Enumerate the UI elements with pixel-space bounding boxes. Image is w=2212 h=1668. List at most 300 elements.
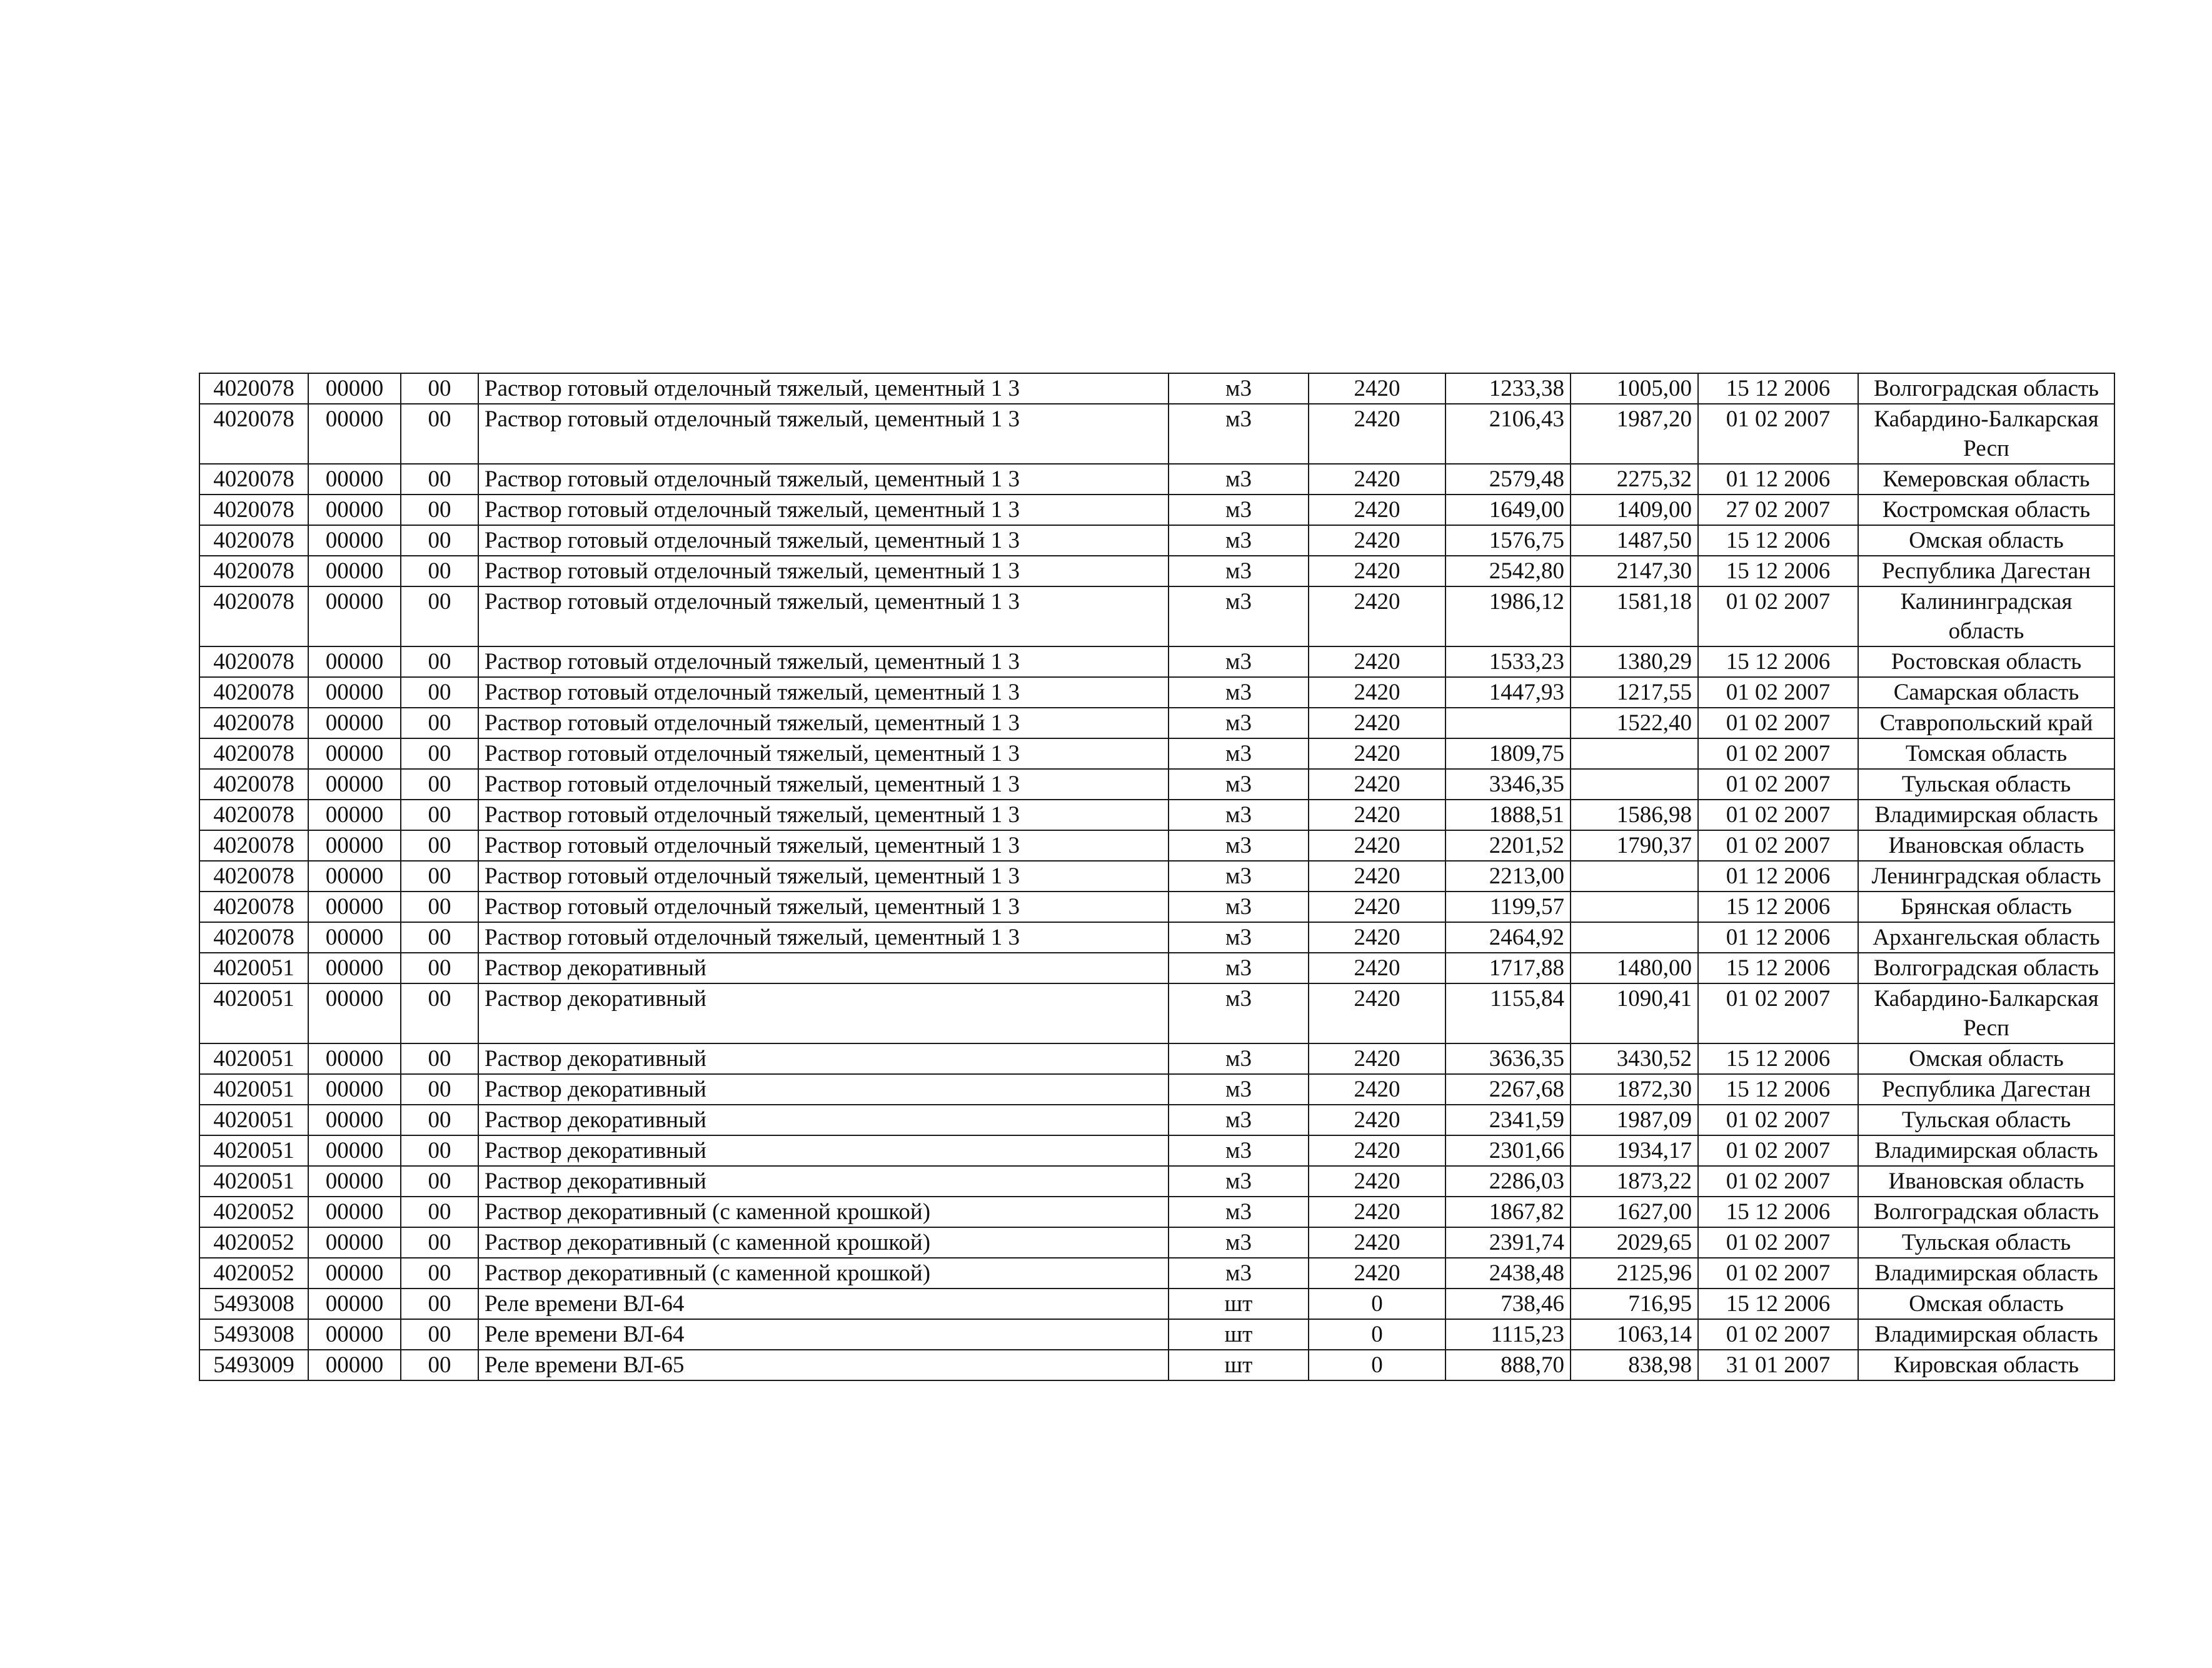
suffix-cell: 00 bbox=[401, 646, 478, 677]
table-row bbox=[199, 677, 2114, 708]
date-cell: 01 02 2007 bbox=[1698, 586, 1858, 646]
okei-code-cell: 0 bbox=[1309, 1289, 1445, 1319]
okei-code-cell: 2420 bbox=[1309, 769, 1445, 800]
material-name-cell: Раствор готовый отделочный тяжелый, цементный 1 3 bbox=[478, 556, 1169, 586]
subcode-cell: 00000 bbox=[308, 769, 401, 800]
price-cell: 2201,52 bbox=[1445, 830, 1571, 861]
subcode-cell: 00000 bbox=[308, 861, 401, 892]
item-code-cell: 4020078 bbox=[199, 800, 308, 830]
price-no-vat-cell: 1586,98 bbox=[1571, 800, 1698, 830]
date-cell: 01 02 2007 bbox=[1698, 830, 1858, 861]
table-row bbox=[199, 373, 2114, 404]
date-cell: 01 12 2006 bbox=[1698, 922, 1858, 953]
region-cell: Архангельская область bbox=[1858, 922, 2114, 953]
price-no-vat-cell: 1522,40 bbox=[1571, 708, 1698, 738]
material-name-cell: Раствор декоративный bbox=[478, 953, 1169, 983]
item-code-cell: 4020078 bbox=[199, 646, 308, 677]
price-cell: 1888,51 bbox=[1445, 800, 1571, 830]
price-no-vat-cell: 1987,20 bbox=[1571, 404, 1698, 464]
table-row bbox=[199, 556, 2114, 586]
price-no-vat-cell: 1380,29 bbox=[1571, 646, 1698, 677]
region-cell: Калининградская область bbox=[1858, 586, 2114, 646]
material-name-cell: Раствор готовый отделочный тяжелый, цементный 1 3 bbox=[478, 800, 1169, 830]
table-row bbox=[199, 800, 2114, 830]
price-no-vat-cell: 1409,00 bbox=[1571, 495, 1698, 525]
price-cell: 1533,23 bbox=[1445, 646, 1571, 677]
price-no-vat-cell: 3430,52 bbox=[1571, 1043, 1698, 1074]
suffix-cell: 00 bbox=[401, 677, 478, 708]
price-no-vat-cell: 1873,22 bbox=[1571, 1166, 1698, 1197]
okei-code-cell: 0 bbox=[1309, 1319, 1445, 1350]
item-code-cell: 4020078 bbox=[199, 892, 308, 922]
price-cell: 3346,35 bbox=[1445, 769, 1571, 800]
item-code-cell: 4020078 bbox=[199, 495, 308, 525]
price-no-vat-cell: 838,98 bbox=[1571, 1350, 1698, 1380]
unit-cell: м3 bbox=[1169, 830, 1309, 861]
subcode-cell: 00000 bbox=[308, 922, 401, 953]
material-name-cell: Раствор декоративный bbox=[478, 1074, 1169, 1105]
item-code-cell: 5493008 bbox=[199, 1289, 308, 1319]
price-no-vat-cell bbox=[1571, 769, 1698, 800]
item-code-cell: 4020078 bbox=[199, 738, 308, 769]
suffix-cell: 00 bbox=[401, 1105, 478, 1135]
date-cell: 01 02 2007 bbox=[1698, 1319, 1858, 1350]
subcode-cell: 00000 bbox=[308, 1135, 401, 1166]
price-no-vat-cell: 2029,65 bbox=[1571, 1227, 1698, 1258]
unit-cell: м3 bbox=[1169, 1197, 1309, 1227]
subcode-cell: 00000 bbox=[308, 586, 401, 646]
unit-cell: м3 bbox=[1169, 464, 1309, 495]
material-name-cell: Реле времени ВЛ-64 bbox=[478, 1289, 1169, 1319]
price-cell: 3636,35 bbox=[1445, 1043, 1571, 1074]
price-no-vat-cell: 1487,50 bbox=[1571, 525, 1698, 556]
material-name-cell: Раствор готовый отделочный тяжелый, цементный 1 3 bbox=[478, 769, 1169, 800]
material-name-cell: Раствор декоративный bbox=[478, 1105, 1169, 1135]
subcode-cell: 00000 bbox=[308, 708, 401, 738]
region-cell: Республика Дагестан bbox=[1858, 1074, 2114, 1105]
region-cell: Ивановская область bbox=[1858, 830, 2114, 861]
material-name-cell: Раствор готовый отделочный тяжелый, цементный 1 3 bbox=[478, 677, 1169, 708]
item-code-cell: 4020052 bbox=[199, 1197, 308, 1227]
date-cell: 15 12 2006 bbox=[1698, 373, 1858, 404]
price-no-vat-cell: 1934,17 bbox=[1571, 1135, 1698, 1166]
material-name-cell: Раствор декоративный bbox=[478, 1135, 1169, 1166]
price-cell bbox=[1445, 708, 1571, 738]
material-name-cell: Реле времени ВЛ-64 bbox=[478, 1319, 1169, 1350]
region-cell: Тульская область bbox=[1858, 1105, 2114, 1135]
material-name-cell: Раствор готовый отделочный тяжелый, цементный 1 3 bbox=[478, 525, 1169, 556]
table-row bbox=[199, 404, 2114, 464]
price-cell: 1447,93 bbox=[1445, 677, 1571, 708]
suffix-cell: 00 bbox=[401, 373, 478, 404]
suffix-cell: 00 bbox=[401, 495, 478, 525]
table-row bbox=[199, 586, 2114, 646]
okei-code-cell: 2420 bbox=[1309, 1166, 1445, 1197]
region-cell: Брянская область bbox=[1858, 892, 2114, 922]
unit-cell: шт bbox=[1169, 1289, 1309, 1319]
item-code-cell: 5493008 bbox=[199, 1319, 308, 1350]
date-cell: 15 12 2006 bbox=[1698, 556, 1858, 586]
unit-cell: м3 bbox=[1169, 1043, 1309, 1074]
item-code-cell: 4020051 bbox=[199, 983, 308, 1043]
item-code-cell: 4020078 bbox=[199, 830, 308, 861]
price-cell: 2341,59 bbox=[1445, 1105, 1571, 1135]
unit-cell: м3 bbox=[1169, 1258, 1309, 1289]
suffix-cell: 00 bbox=[401, 983, 478, 1043]
item-code-cell: 4020078 bbox=[199, 556, 308, 586]
item-code-cell: 4020078 bbox=[199, 586, 308, 646]
suffix-cell: 00 bbox=[401, 892, 478, 922]
price-no-vat-cell: 1987,09 bbox=[1571, 1105, 1698, 1135]
price-no-vat-cell: 2275,32 bbox=[1571, 464, 1698, 495]
okei-code-cell: 2420 bbox=[1309, 677, 1445, 708]
date-cell: 01 02 2007 bbox=[1698, 769, 1858, 800]
okei-code-cell: 2420 bbox=[1309, 646, 1445, 677]
date-cell: 01 02 2007 bbox=[1698, 404, 1858, 464]
subcode-cell: 00000 bbox=[308, 1350, 401, 1380]
date-cell: 15 12 2006 bbox=[1698, 646, 1858, 677]
material-name-cell: Раствор готовый отделочный тяжелый, цементный 1 3 bbox=[478, 586, 1169, 646]
item-code-cell: 4020051 bbox=[199, 1135, 308, 1166]
suffix-cell: 00 bbox=[401, 922, 478, 953]
region-cell: Омская область bbox=[1858, 525, 2114, 556]
price-no-vat-cell: 1480,00 bbox=[1571, 953, 1698, 983]
material-name-cell: Раствор готовый отделочный тяжелый, цементный 1 3 bbox=[478, 404, 1169, 464]
table-row bbox=[199, 495, 2114, 525]
suffix-cell: 00 bbox=[401, 830, 478, 861]
material-name-cell: Раствор готовый отделочный тяжелый, цементный 1 3 bbox=[478, 646, 1169, 677]
okei-code-cell: 2420 bbox=[1309, 922, 1445, 953]
price-no-vat-cell bbox=[1571, 922, 1698, 953]
suffix-cell: 00 bbox=[401, 1227, 478, 1258]
suffix-cell: 00 bbox=[401, 1258, 478, 1289]
region-cell: Владимирская область bbox=[1858, 800, 2114, 830]
item-code-cell: 4020078 bbox=[199, 677, 308, 708]
date-cell: 15 12 2006 bbox=[1698, 892, 1858, 922]
item-code-cell: 4020078 bbox=[199, 708, 308, 738]
okei-code-cell: 2420 bbox=[1309, 983, 1445, 1043]
unit-cell: м3 bbox=[1169, 738, 1309, 769]
table-row bbox=[199, 464, 2114, 495]
okei-code-cell: 2420 bbox=[1309, 1043, 1445, 1074]
date-cell: 15 12 2006 bbox=[1698, 525, 1858, 556]
material-name-cell: Раствор декоративный bbox=[478, 983, 1169, 1043]
table-row bbox=[199, 738, 2114, 769]
subcode-cell: 00000 bbox=[308, 495, 401, 525]
date-cell: 31 01 2007 bbox=[1698, 1350, 1858, 1380]
okei-code-cell: 0 bbox=[1309, 1350, 1445, 1380]
date-cell: 15 12 2006 bbox=[1698, 1289, 1858, 1319]
price-cell: 2106,43 bbox=[1445, 404, 1571, 464]
price-cell: 1809,75 bbox=[1445, 738, 1571, 769]
price-cell: 1649,00 bbox=[1445, 495, 1571, 525]
unit-cell: м3 bbox=[1169, 373, 1309, 404]
table-row bbox=[199, 953, 2114, 983]
date-cell: 01 02 2007 bbox=[1698, 708, 1858, 738]
subcode-cell: 00000 bbox=[308, 800, 401, 830]
table-body bbox=[199, 373, 2114, 1380]
unit-cell: м3 bbox=[1169, 708, 1309, 738]
price-no-vat-cell: 1790,37 bbox=[1571, 830, 1698, 861]
price-no-vat-cell: 716,95 bbox=[1571, 1289, 1698, 1319]
subcode-cell: 00000 bbox=[308, 1074, 401, 1105]
subcode-cell: 00000 bbox=[308, 953, 401, 983]
item-code-cell: 4020051 bbox=[199, 953, 308, 983]
date-cell: 01 02 2007 bbox=[1698, 1166, 1858, 1197]
subcode-cell: 00000 bbox=[308, 525, 401, 556]
unit-cell: м3 bbox=[1169, 1227, 1309, 1258]
price-no-vat-cell: 1217,55 bbox=[1571, 677, 1698, 708]
subcode-cell: 00000 bbox=[308, 404, 401, 464]
table-row bbox=[199, 861, 2114, 892]
unit-cell: м3 bbox=[1169, 677, 1309, 708]
material-name-cell: Раствор декоративный bbox=[478, 1166, 1169, 1197]
suffix-cell: 00 bbox=[401, 861, 478, 892]
table-row bbox=[199, 1135, 2114, 1166]
material-name-cell: Раствор декоративный (с каменной крошкой) bbox=[478, 1227, 1169, 1258]
table-row bbox=[199, 922, 2114, 953]
price-no-vat-cell: 1063,14 bbox=[1571, 1319, 1698, 1350]
date-cell: 01 12 2006 bbox=[1698, 464, 1858, 495]
material-name-cell: Раствор готовый отделочный тяжелый, цементный 1 3 bbox=[478, 495, 1169, 525]
material-name-cell: Раствор готовый отделочный тяжелый, цементный 1 3 bbox=[478, 373, 1169, 404]
date-cell: 01 02 2007 bbox=[1698, 1105, 1858, 1135]
okei-code-cell: 2420 bbox=[1309, 861, 1445, 892]
price-cell: 2464,92 bbox=[1445, 922, 1571, 953]
suffix-cell: 00 bbox=[401, 769, 478, 800]
price-cell: 2267,68 bbox=[1445, 1074, 1571, 1105]
unit-cell: м3 bbox=[1169, 983, 1309, 1043]
table-row bbox=[199, 1289, 2114, 1319]
okei-code-cell: 2420 bbox=[1309, 373, 1445, 404]
region-cell: Кабардино-Балкарская Респ bbox=[1858, 983, 2114, 1043]
okei-code-cell: 2420 bbox=[1309, 738, 1445, 769]
price-cell: 1576,75 bbox=[1445, 525, 1571, 556]
price-no-vat-cell: 1090,41 bbox=[1571, 983, 1698, 1043]
table-row bbox=[199, 1350, 2114, 1380]
date-cell: 01 02 2007 bbox=[1698, 800, 1858, 830]
okei-code-cell: 2420 bbox=[1309, 1074, 1445, 1105]
table-row bbox=[199, 1227, 2114, 1258]
item-code-cell: 5493009 bbox=[199, 1350, 308, 1380]
unit-cell: м3 bbox=[1169, 1166, 1309, 1197]
material-name-cell: Раствор готовый отделочный тяжелый, цементный 1 3 bbox=[478, 830, 1169, 861]
item-code-cell: 4020078 bbox=[199, 769, 308, 800]
suffix-cell: 00 bbox=[401, 1043, 478, 1074]
date-cell: 01 02 2007 bbox=[1698, 738, 1858, 769]
suffix-cell: 00 bbox=[401, 1319, 478, 1350]
table-row bbox=[199, 525, 2114, 556]
region-cell: Омская область bbox=[1858, 1043, 2114, 1074]
suffix-cell: 00 bbox=[401, 738, 478, 769]
region-cell: Тульская область bbox=[1858, 1227, 2114, 1258]
price-no-vat-cell bbox=[1571, 892, 1698, 922]
price-cell: 1115,23 bbox=[1445, 1319, 1571, 1350]
price-cell: 2438,48 bbox=[1445, 1258, 1571, 1289]
price-no-vat-cell: 1581,18 bbox=[1571, 586, 1698, 646]
subcode-cell: 00000 bbox=[308, 1043, 401, 1074]
subcode-cell: 00000 bbox=[308, 1166, 401, 1197]
region-cell: Кировская область bbox=[1858, 1350, 2114, 1380]
okei-code-cell: 2420 bbox=[1309, 525, 1445, 556]
price-no-vat-cell: 2147,30 bbox=[1571, 556, 1698, 586]
item-code-cell: 4020078 bbox=[199, 861, 308, 892]
price-cell: 2579,48 bbox=[1445, 464, 1571, 495]
suffix-cell: 00 bbox=[401, 586, 478, 646]
subcode-cell: 00000 bbox=[308, 556, 401, 586]
price-no-vat-cell: 2125,96 bbox=[1571, 1258, 1698, 1289]
region-cell: Тульская область bbox=[1858, 769, 2114, 800]
suffix-cell: 00 bbox=[401, 1350, 478, 1380]
price-no-vat-cell bbox=[1571, 861, 1698, 892]
price-cell: 1199,57 bbox=[1445, 892, 1571, 922]
region-cell: Ставропольский край bbox=[1858, 708, 2114, 738]
okei-code-cell: 2420 bbox=[1309, 1197, 1445, 1227]
region-cell: Ивановская область bbox=[1858, 1166, 2114, 1197]
unit-cell: м3 bbox=[1169, 586, 1309, 646]
suffix-cell: 00 bbox=[401, 556, 478, 586]
subcode-cell: 00000 bbox=[308, 892, 401, 922]
table-row bbox=[199, 892, 2114, 922]
region-cell: Ростовская область bbox=[1858, 646, 2114, 677]
subcode-cell: 00000 bbox=[308, 1258, 401, 1289]
item-code-cell: 4020051 bbox=[199, 1074, 308, 1105]
price-no-vat-cell bbox=[1571, 738, 1698, 769]
item-code-cell: 4020078 bbox=[199, 922, 308, 953]
price-cell: 738,46 bbox=[1445, 1289, 1571, 1319]
unit-cell: шт bbox=[1169, 1350, 1309, 1380]
table-row bbox=[199, 1043, 2114, 1074]
table-row bbox=[199, 1197, 2114, 1227]
region-cell: Владимирская область bbox=[1858, 1319, 2114, 1350]
subcode-cell: 00000 bbox=[308, 464, 401, 495]
okei-code-cell: 2420 bbox=[1309, 1258, 1445, 1289]
okei-code-cell: 2420 bbox=[1309, 892, 1445, 922]
item-code-cell: 4020051 bbox=[199, 1043, 308, 1074]
item-code-cell: 4020078 bbox=[199, 373, 308, 404]
region-cell: Ленинградская область bbox=[1858, 861, 2114, 892]
okei-code-cell: 2420 bbox=[1309, 830, 1445, 861]
region-cell: Волгоградская область bbox=[1858, 1197, 2114, 1227]
material-name-cell: Раствор декоративный (с каменной крошкой) bbox=[478, 1197, 1169, 1227]
price-cell: 2213,00 bbox=[1445, 861, 1571, 892]
item-code-cell: 4020052 bbox=[199, 1258, 308, 1289]
price-no-vat-cell: 1005,00 bbox=[1571, 373, 1698, 404]
unit-cell: м3 bbox=[1169, 404, 1309, 464]
price-cell: 2542,80 bbox=[1445, 556, 1571, 586]
region-cell: Волгоградская область bbox=[1858, 953, 2114, 983]
price-cell: 1867,82 bbox=[1445, 1197, 1571, 1227]
date-cell: 01 12 2006 bbox=[1698, 861, 1858, 892]
region-cell: Кабардино-Балкарская Респ bbox=[1858, 404, 2114, 464]
subcode-cell: 00000 bbox=[308, 983, 401, 1043]
subcode-cell: 00000 bbox=[308, 1105, 401, 1135]
date-cell: 27 02 2007 bbox=[1698, 495, 1858, 525]
date-cell: 01 02 2007 bbox=[1698, 677, 1858, 708]
region-cell: Самарская область bbox=[1858, 677, 2114, 708]
item-code-cell: 4020051 bbox=[199, 1105, 308, 1135]
price-cell: 2286,03 bbox=[1445, 1166, 1571, 1197]
item-code-cell: 4020052 bbox=[199, 1227, 308, 1258]
table-row bbox=[199, 1258, 2114, 1289]
suffix-cell: 00 bbox=[401, 1074, 478, 1105]
subcode-cell: 00000 bbox=[308, 646, 401, 677]
price-cell: 1233,38 bbox=[1445, 373, 1571, 404]
okei-code-cell: 2420 bbox=[1309, 586, 1445, 646]
table-row bbox=[199, 1319, 2114, 1350]
item-code-cell: 4020078 bbox=[199, 525, 308, 556]
suffix-cell: 00 bbox=[401, 1197, 478, 1227]
subcode-cell: 00000 bbox=[308, 1319, 401, 1350]
material-name-cell: Раствор готовый отделочный тяжелый, цементный 1 3 bbox=[478, 738, 1169, 769]
subcode-cell: 00000 bbox=[308, 1227, 401, 1258]
suffix-cell: 00 bbox=[401, 1166, 478, 1197]
subcode-cell: 00000 bbox=[308, 1197, 401, 1227]
table-row bbox=[199, 708, 2114, 738]
subcode-cell: 00000 bbox=[308, 373, 401, 404]
region-cell: Владимирская область bbox=[1858, 1258, 2114, 1289]
unit-cell: м3 bbox=[1169, 646, 1309, 677]
unit-cell: м3 bbox=[1169, 495, 1309, 525]
material-name-cell: Раствор декоративный bbox=[478, 1043, 1169, 1074]
suffix-cell: 00 bbox=[401, 953, 478, 983]
region-cell: Республика Дагестан bbox=[1858, 556, 2114, 586]
price-cell: 1717,88 bbox=[1445, 953, 1571, 983]
region-cell: Томская область bbox=[1858, 738, 2114, 769]
subcode-cell: 00000 bbox=[308, 830, 401, 861]
table-row bbox=[199, 830, 2114, 861]
unit-cell: м3 bbox=[1169, 1105, 1309, 1135]
okei-code-cell: 2420 bbox=[1309, 1227, 1445, 1258]
table-row bbox=[199, 769, 2114, 800]
okei-code-cell: 2420 bbox=[1309, 1135, 1445, 1166]
okei-code-cell: 2420 bbox=[1309, 495, 1445, 525]
unit-cell: м3 bbox=[1169, 922, 1309, 953]
date-cell: 01 02 2007 bbox=[1698, 1227, 1858, 1258]
table-row bbox=[199, 1166, 2114, 1197]
price-no-vat-cell: 1627,00 bbox=[1571, 1197, 1698, 1227]
date-cell: 15 12 2006 bbox=[1698, 1197, 1858, 1227]
suffix-cell: 00 bbox=[401, 464, 478, 495]
date-cell: 15 12 2006 bbox=[1698, 953, 1858, 983]
unit-cell: м3 bbox=[1169, 769, 1309, 800]
unit-cell: м3 bbox=[1169, 800, 1309, 830]
region-cell: Владимирская область bbox=[1858, 1135, 2114, 1166]
unit-cell: м3 bbox=[1169, 556, 1309, 586]
suffix-cell: 00 bbox=[401, 1289, 478, 1319]
table-row bbox=[199, 983, 2114, 1043]
item-code-cell: 4020051 bbox=[199, 1166, 308, 1197]
material-name-cell: Реле времени ВЛ-65 bbox=[478, 1350, 1169, 1380]
okei-code-cell: 2420 bbox=[1309, 800, 1445, 830]
suffix-cell: 00 bbox=[401, 1135, 478, 1166]
price-table bbox=[199, 373, 2115, 1381]
price-cell: 1155,84 bbox=[1445, 983, 1571, 1043]
region-cell: Кемеровская область bbox=[1858, 464, 2114, 495]
okei-code-cell: 2420 bbox=[1309, 556, 1445, 586]
unit-cell: шт bbox=[1169, 1319, 1309, 1350]
suffix-cell: 00 bbox=[401, 525, 478, 556]
unit-cell: м3 bbox=[1169, 1135, 1309, 1166]
okei-code-cell: 2420 bbox=[1309, 1105, 1445, 1135]
item-code-cell: 4020078 bbox=[199, 404, 308, 464]
table-row bbox=[199, 646, 2114, 677]
suffix-cell: 00 bbox=[401, 708, 478, 738]
region-cell: Омская область bbox=[1858, 1289, 2114, 1319]
date-cell: 01 02 2007 bbox=[1698, 1135, 1858, 1166]
table-row bbox=[199, 1074, 2114, 1105]
price-cell: 1986,12 bbox=[1445, 586, 1571, 646]
